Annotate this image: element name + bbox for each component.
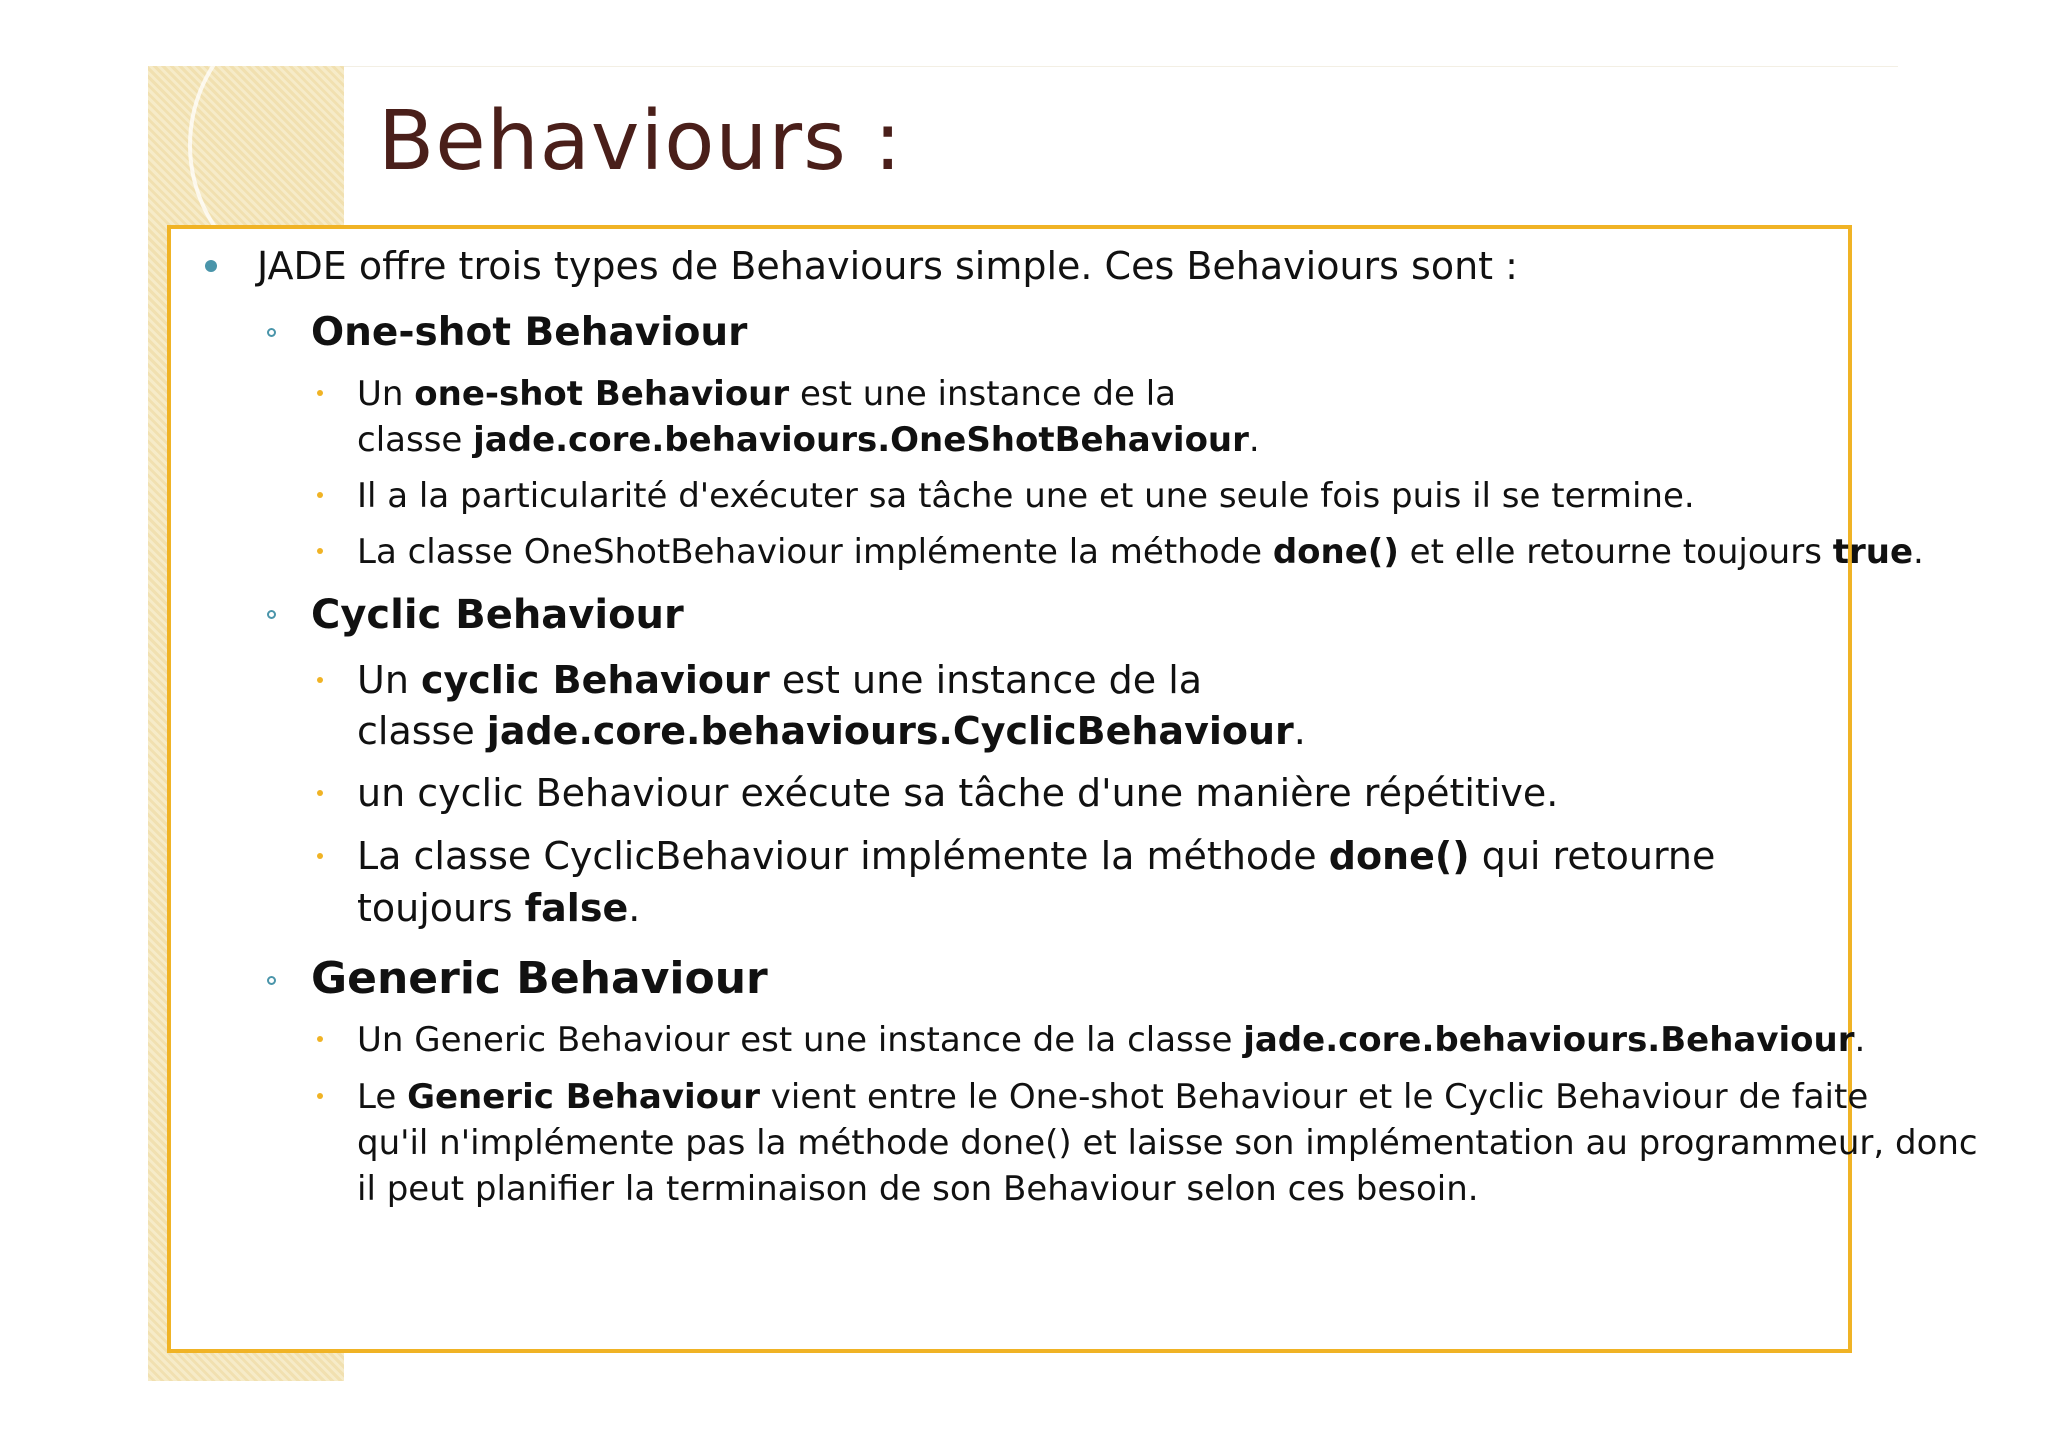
sub-bullet-icon	[267, 976, 276, 985]
top-rule	[148, 66, 1898, 67]
generic-item-2-line-1: Le Generic Behaviour vient entre le One-shot Behaviour et le Cyclic Behaviour de faite	[357, 1077, 1869, 1117]
item-bullet-icon	[317, 390, 323, 396]
cyclic-item-3-line-2: toujours false.	[357, 886, 641, 930]
generic-item-1: Un Generic Behaviour est une instance de la classe jade.core.behaviours.Behaviour.	[357, 1020, 1866, 1060]
bullet-dot-icon	[205, 260, 217, 272]
corner-ornament	[148, 66, 344, 226]
one-shot-item-2: Il a la particularité d'exécuter sa tâche une et une seule fois puis il se termine.	[357, 476, 1695, 516]
one-shot-item-1-line-1: Un one-shot Behaviour est une instance de la	[357, 374, 1176, 414]
section-heading-cyclic: Cyclic Behaviour	[311, 592, 684, 638]
generic-item-2-line-2: qu'il n'implémente pas la méthode done() et laisse son implémentation au programmeur, donc	[357, 1123, 1978, 1163]
item-bullet-icon	[317, 1093, 323, 1099]
sub-bullet-icon	[267, 610, 276, 619]
item-bullet-icon	[317, 677, 323, 683]
sub-bullet-icon	[267, 328, 276, 337]
item-bullet-icon	[317, 492, 323, 498]
one-shot-item-3: La classe OneShotBehaviour implémente la méthode done() et elle retourne toujours true.	[357, 532, 1924, 572]
section-heading-generic: Generic Behaviour	[311, 953, 768, 1004]
intro-text: JADE offre trois types de Behaviours simple. Ces Behaviours sont :	[257, 244, 1518, 288]
slide-title: Behaviours :	[378, 94, 903, 189]
one-shot-item-1-line-2: classe jade.core.behaviours.OneShotBehaviour.	[357, 420, 1260, 460]
cyclic-item-2: un cyclic Behaviour exécute sa tâche d'une manière répétitive.	[357, 771, 1559, 815]
cyclic-item-1-line-2: classe jade.core.behaviours.CyclicBehaviour.	[357, 709, 1306, 753]
generic-item-2-line-3: il peut planifier la terminaison de son Behaviour selon ces besoin.	[357, 1169, 1479, 1209]
item-bullet-icon	[317, 548, 323, 554]
cyclic-item-3-line-1: La classe CyclicBehaviour implémente la méthode done() qui retourne	[357, 834, 1716, 878]
cyclic-item-1-line-1: Un cyclic Behaviour est une instance de la	[357, 658, 1203, 702]
item-bullet-icon	[317, 1036, 323, 1042]
section-heading-one-shot: One-shot Behaviour	[311, 310, 748, 355]
item-bullet-icon	[317, 790, 323, 796]
item-bullet-icon	[317, 853, 323, 859]
